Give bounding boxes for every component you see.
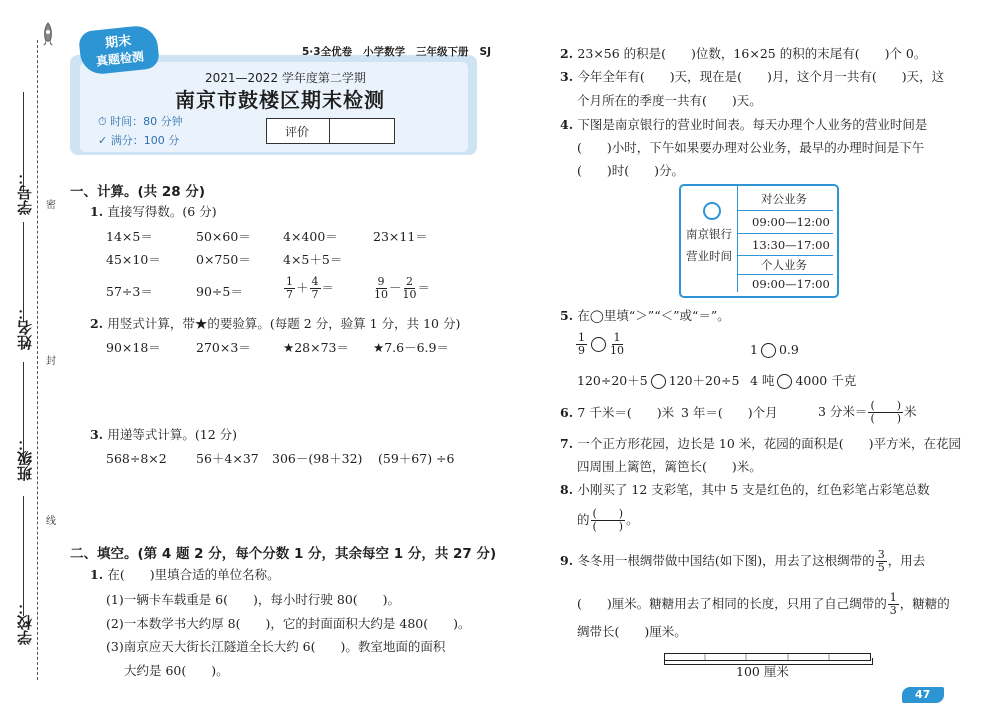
- f9: [560, 549, 925, 574]
- compare-right: 120＋20÷5: [668, 373, 740, 388]
- name-label: 姓名：: [16, 305, 34, 350]
- school-label: 学校：: [16, 600, 34, 645]
- frac-den: 7: [286, 288, 293, 301]
- compare-right: 0.9: [778, 342, 799, 357]
- q2-item: 270×3＝: [196, 340, 251, 355]
- f6-a: 7 千米＝( )米: [577, 405, 675, 420]
- q1-item: 45×10＝: [106, 252, 161, 267]
- f6-c-text: 3 分米＝: [818, 404, 868, 419]
- frac-op: －: [389, 280, 402, 295]
- f9-cont1: [577, 592, 950, 617]
- clock-icon: ⏱: [98, 115, 107, 128]
- q1-item: 23×11＝: [373, 229, 428, 244]
- q1-item: 90÷5＝: [196, 284, 243, 299]
- frac-num: ( ): [870, 399, 902, 412]
- f3-cont: 个月所在的季度一共有( )天。: [577, 93, 762, 108]
- rocket-icon: [41, 22, 55, 52]
- personal-time: 09:00—17:00: [752, 277, 830, 291]
- corporate-time-1: 09:00—12:00: [752, 215, 830, 229]
- f2-text: 23×56 的积是( )位数，16×25 的积的末尾有( )个 0。: [577, 46, 927, 61]
- f3-num: 3.: [560, 69, 574, 84]
- evaluation-box: [266, 118, 395, 144]
- cut-mark-xian: 线: [46, 516, 56, 527]
- f8-cont-text: 的: [577, 512, 590, 527]
- grade: 三年级下册: [416, 46, 469, 58]
- f5-item-d: [750, 373, 856, 389]
- f1-item: 大约是 60( )。: [124, 663, 229, 678]
- f7-cont: 四周围上篱笆，篱笆长( )米。: [577, 459, 762, 474]
- q1-text: 直接写得数。(6 分): [107, 204, 217, 219]
- frac-den: 9: [578, 344, 585, 357]
- binding-cut-line: [37, 40, 38, 680]
- business-hours-label: 营业时间: [686, 249, 732, 263]
- f8-text: 小刚买了 12 支彩笔，其中 5 支是红色的，红色彩笔占彩笔总数: [577, 482, 930, 497]
- frac-den: 10: [610, 344, 624, 357]
- frac-den: 3: [889, 604, 897, 617]
- f1-item: (1)一辆卡车载重是 6( )，每小时行驶 80( )。: [106, 592, 401, 607]
- table-divider-h: [737, 274, 833, 275]
- f6-b: 3 年＝( )个月: [681, 405, 778, 420]
- q3-item: (59＋67) ÷6: [378, 451, 455, 466]
- frac-num: 1: [286, 275, 293, 288]
- f1-text: 在( )里填合适的单位名称。: [107, 567, 280, 582]
- page-number: 47: [915, 688, 931, 701]
- bank-name: 南京银行: [686, 227, 732, 241]
- compare-circle[interactable]: [777, 374, 792, 389]
- f9-text: 冬冬用一根绸带做中国结(如下图)，用去了这根绸带的: [577, 553, 875, 568]
- frac-eq: ＝: [321, 280, 335, 295]
- f5-text: 在◯里填“＞”“＜”或“＝”。: [577, 308, 730, 323]
- section-calc-title: 一、计算。(共 28 分): [70, 184, 206, 200]
- frac-num: 9: [377, 275, 385, 288]
- frac-num: 1: [889, 591, 897, 604]
- q1: [90, 204, 217, 220]
- compare-left: 1: [750, 342, 758, 357]
- badge-line2: 真题检测: [95, 49, 145, 69]
- q2: [90, 316, 460, 332]
- table-divider-h: [737, 233, 833, 234]
- cut-mark-feng: 封: [46, 356, 56, 367]
- page-title: 南京市鼓楼区期末检测: [175, 88, 385, 112]
- f4-cont1: ( )小时，下午如果要办理对公业务，最早的办理时间是下午: [577, 140, 925, 155]
- frac-num: 3: [877, 548, 885, 561]
- bank-logo-icon: [703, 202, 721, 220]
- f8-cont: [577, 508, 639, 533]
- f3-text: 今年全年有( )天，现在是( )月，这个月一共有( )天，这: [577, 69, 945, 84]
- f7-text: 一个正方形花园，边长是 10 米，花园的面积是( )平方米，在花园: [577, 436, 962, 451]
- f1-item: (3)南京应天大街长江隧道全长大约 6( )。教室地面的面积: [106, 639, 446, 654]
- f3: [560, 69, 944, 85]
- q3-item: 306－(98＋32): [272, 451, 363, 466]
- q3-text: 用递等式计算。(12 分): [107, 427, 238, 442]
- f6: [560, 405, 674, 421]
- f9-text-end: ，用去: [887, 553, 926, 568]
- frac-den: 10: [402, 288, 417, 301]
- ribbon-length-label: 100 厘米: [736, 664, 789, 679]
- q3-item: 56＋4×37: [196, 451, 259, 466]
- time-text: 时间：80 分钟: [110, 115, 183, 128]
- q2-item: 90×18＝: [106, 340, 161, 355]
- f2-num: 2.: [560, 46, 574, 61]
- personal-label: 个人业务: [761, 258, 807, 272]
- frac-den: 7: [311, 288, 319, 301]
- series-bar: [302, 44, 491, 59]
- f8: [560, 482, 930, 498]
- table-divider-h: [737, 255, 833, 256]
- frac-num: 1: [613, 331, 621, 344]
- q1-item: 50×60＝: [196, 229, 251, 244]
- f4: [560, 117, 927, 133]
- frac-num: ( ): [592, 507, 624, 520]
- f7: [560, 436, 961, 452]
- frac-eq: ＝: [417, 280, 431, 295]
- q1-item: 14×5＝: [106, 229, 153, 244]
- table-divider-v: [737, 186, 738, 292]
- bank-schedule-table: [679, 184, 839, 298]
- q1-item: 4×400＝: [283, 229, 338, 244]
- compare-circle[interactable]: [591, 337, 606, 352]
- q2-text: 用竖式计算，带★的要验算。(每题 2 分，验算 1 分，共 10 分): [107, 316, 461, 331]
- f1-num: 1.: [90, 567, 104, 582]
- compare-left: 4 吨: [750, 373, 775, 388]
- time-info: [98, 113, 183, 129]
- f5-item-b: [750, 342, 799, 358]
- f9-num: 9.: [560, 553, 574, 568]
- f4-text: 下图是南京银行的营业时间表。每天办理个人业务的营业时间是: [577, 117, 928, 132]
- compare-left: 120÷20＋5: [577, 373, 648, 388]
- q1-item: 4×5＋5＝: [283, 252, 343, 267]
- q1-item: 0×750＝: [196, 252, 251, 267]
- corporate-label: 对公业务: [761, 192, 807, 206]
- frac-num: 4: [311, 275, 319, 288]
- score-info: [98, 132, 179, 148]
- f6-num: 6.: [560, 405, 574, 420]
- q3-num: 3.: [90, 427, 104, 442]
- class-label: 班级：: [16, 436, 34, 481]
- section-fill-title: 二、填空。(第 4 题 2 分，每个分数 1 分，其余每空 1 分，共 27 分): [70, 546, 497, 562]
- f9-cont1-end: ，糖糖的: [899, 596, 950, 611]
- q1-fraction-a: [283, 276, 334, 301]
- school-line: [23, 496, 24, 616]
- q3: [90, 427, 237, 443]
- q1-num: 1.: [90, 204, 104, 219]
- frac-den: 5: [877, 561, 885, 574]
- f7-num: 7.: [560, 436, 574, 451]
- f1-item: (2)一本数学书大约厚 8( )，它的封面面积大约是 480( )。: [106, 616, 471, 631]
- q2-num: 2.: [90, 316, 104, 331]
- f9-cont1-text: ( )厘米。糖糖用去了相同的长度，只用了自己绸带的: [577, 596, 887, 611]
- edition: SJ: [479, 46, 491, 58]
- f5-num: 5.: [560, 308, 574, 323]
- compare-right: 4000 千克: [795, 373, 857, 388]
- frac-den: ( ): [870, 412, 902, 425]
- subject: 小学数学: [363, 46, 406, 58]
- frac-den: ( ): [592, 520, 624, 533]
- frac-num: 2: [406, 275, 414, 288]
- student-id-label: 学号：: [16, 170, 34, 215]
- f2: [560, 46, 926, 62]
- f4-cont2: ( )时( )分。: [577, 163, 685, 178]
- f5: [560, 308, 730, 324]
- frac-den: 10: [374, 288, 388, 301]
- compare-circle[interactable]: [761, 343, 776, 358]
- series: 5·3全优卷: [302, 46, 353, 58]
- ribbon-diagram: [664, 647, 871, 657]
- f5-item-c: [577, 373, 739, 389]
- exam-badge: [78, 24, 160, 76]
- eval-divider: [329, 119, 330, 143]
- eval-label: 评价: [285, 125, 310, 139]
- q2-item: ★7.6－6.9＝: [373, 340, 449, 355]
- score-text: 满分：100 分: [110, 134, 180, 147]
- q3-item: 568÷8×2: [106, 451, 167, 466]
- f1: [90, 567, 280, 583]
- frac-num: 1: [578, 331, 585, 344]
- f8-num: 8.: [560, 482, 574, 497]
- q1-fraction-b: [373, 276, 430, 301]
- f8-end: 。: [626, 512, 639, 527]
- frac-op: ＋: [296, 280, 309, 295]
- f5-item-a: [575, 332, 625, 357]
- corporate-time-2: 13:30—17:00: [752, 238, 830, 252]
- compare-circle[interactable]: [651, 374, 666, 389]
- cut-mark-mi: 密: [46, 200, 56, 211]
- f9-cont2: 绸带长( )厘米。: [577, 624, 687, 639]
- q1-item: 57÷3＝: [106, 284, 153, 299]
- check-icon: ✓: [98, 134, 108, 147]
- q2-item: ★28×73＝: [283, 340, 349, 355]
- f6-c-unit: 米: [904, 404, 917, 419]
- f4-num: 4.: [560, 117, 574, 132]
- table-divider-h: [737, 210, 833, 211]
- page-number-badge: [902, 687, 944, 703]
- school-year: 2021—2022 学年度第二学期: [205, 71, 366, 85]
- f6-c: [818, 400, 917, 425]
- badge-line1: 期末: [104, 33, 132, 52]
